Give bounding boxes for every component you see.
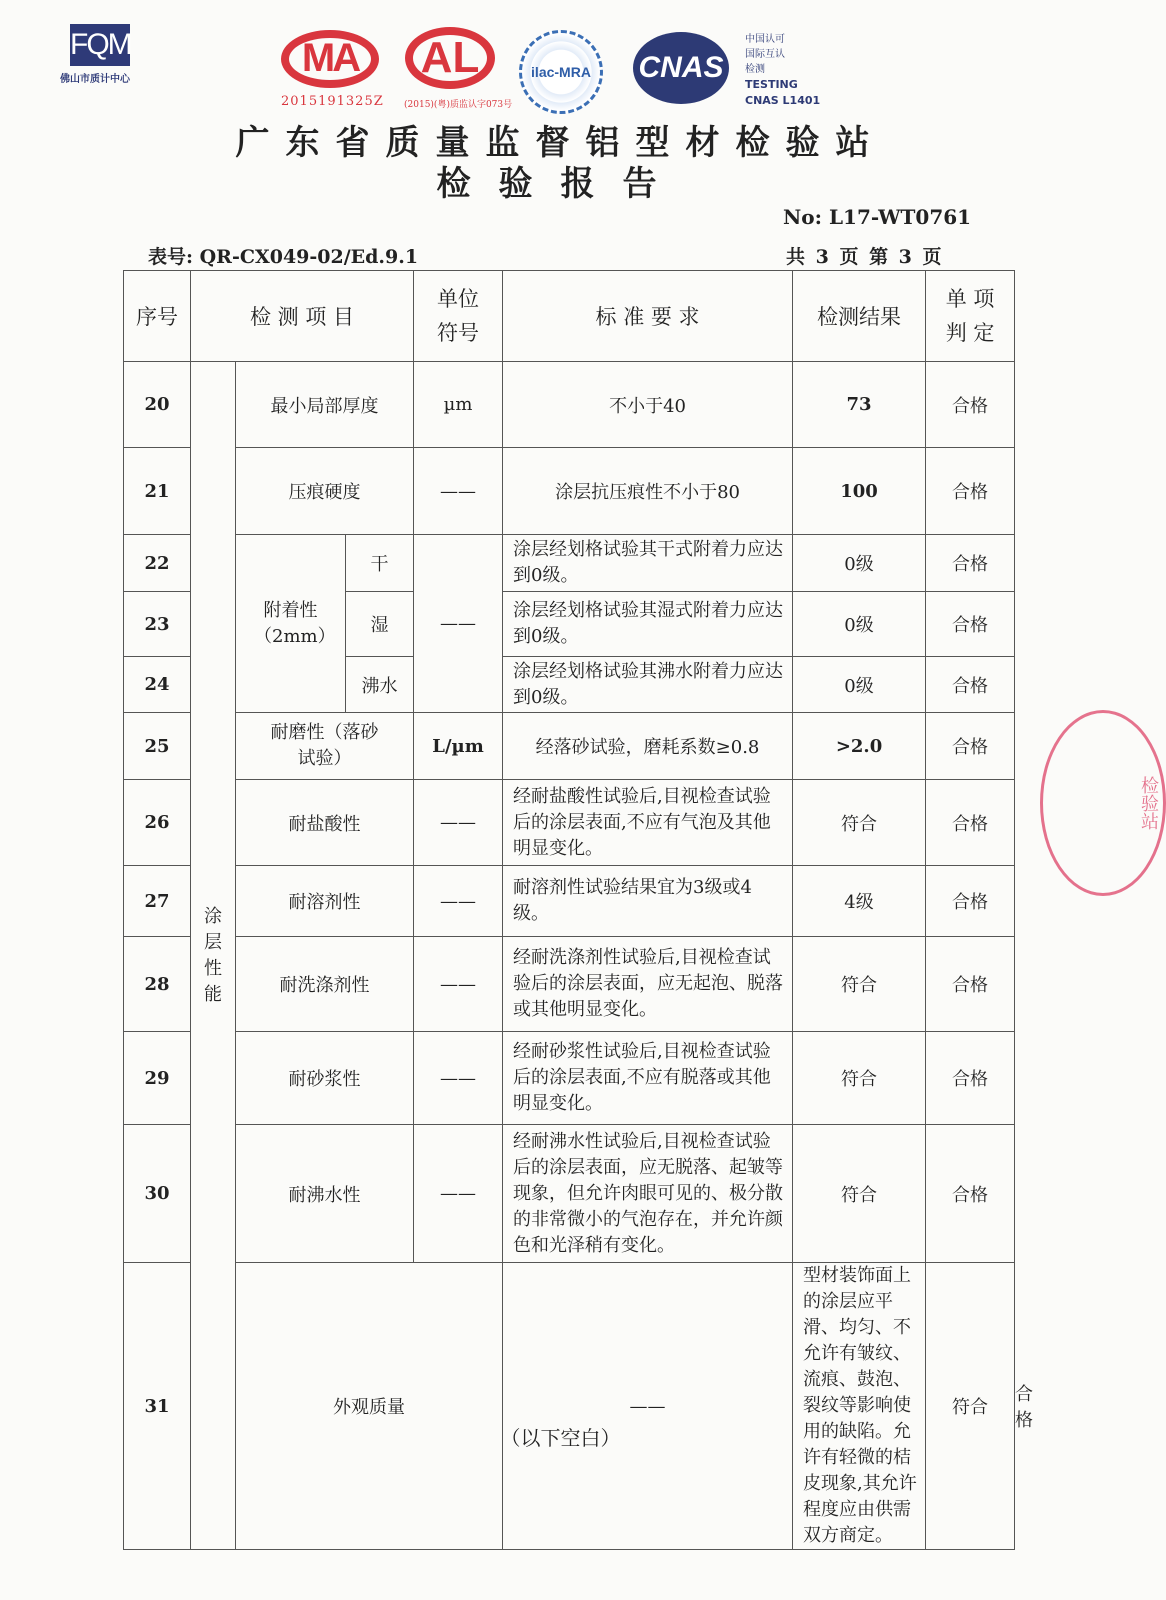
row-no: 24 xyxy=(124,657,191,713)
col-header-no: 序号 xyxy=(124,271,191,362)
row-result: 100 xyxy=(793,448,926,535)
col-header-item: 检 测 项 目 xyxy=(191,271,414,362)
row-verdict: 合格 xyxy=(926,1032,1015,1125)
row-unit: —— xyxy=(414,1032,503,1125)
group-label-text: 涂层性能 xyxy=(204,905,222,1005)
col-header-unit: 单位符号 xyxy=(414,271,503,362)
page-count: 共 3 页 第 3 页 xyxy=(786,246,944,268)
fqm-logo-subtitle: 佛山市质计中心 xyxy=(60,74,130,85)
cnas-line: 中国认可 xyxy=(745,34,785,45)
row-standard: 经耐洗涤剂性试验后,目视检查试验后的涂层表面，应无起泡、脱落或其他明显变化。 xyxy=(503,937,793,1032)
row-unit: —— xyxy=(414,937,503,1032)
row-result: 符合 xyxy=(793,780,926,866)
col-header-verdict: 单 项 判 定 xyxy=(926,271,1015,362)
row-item: 最小局部厚度 xyxy=(236,362,414,448)
row-result: 0级 xyxy=(793,592,926,657)
cnas-line: 国际互认 xyxy=(745,49,785,60)
row-verdict: 合格 xyxy=(926,448,1015,535)
row-no: 31 xyxy=(124,1263,191,1550)
col-header-result: 检测结果 xyxy=(793,271,926,362)
row-item: 外观质量 xyxy=(236,1263,503,1550)
row-result: >2.0 xyxy=(793,713,926,780)
blank-below-note: （以下空白） xyxy=(500,1426,621,1450)
table-header-row xyxy=(124,271,1015,362)
row-item: 耐砂浆性 xyxy=(236,1032,414,1125)
row-verdict: 合格 xyxy=(926,362,1015,448)
row-item: 压痕硬度 xyxy=(236,448,414,535)
row-no: 28 xyxy=(124,937,191,1032)
group-label xyxy=(191,362,236,1550)
row-standard: 涂层抗压痕性不小于80 xyxy=(503,448,793,535)
row-result: 4级 xyxy=(793,866,926,937)
row-unit: —— xyxy=(414,1125,503,1263)
cnas-line: 检测 xyxy=(745,64,765,75)
cal-code: (2015)(粤)质监认字073号 xyxy=(404,100,513,110)
table-row xyxy=(124,780,1015,866)
row-unit: —— xyxy=(414,535,503,713)
row-standard: 经耐砂浆性试验后,目视检查试验后的涂层表面,不应有脱落或其他明显变化。 xyxy=(503,1032,793,1125)
official-seal-stamp: 检验站 xyxy=(1040,710,1166,896)
row-standard: 涂层经划格试验其湿式附着力应达到0级。 xyxy=(503,592,793,657)
adhesion-label: 附着性（2mm） xyxy=(236,535,346,713)
cnas-logo-text xyxy=(745,32,820,109)
row-no: 20 xyxy=(124,362,191,448)
row-no: 27 xyxy=(124,866,191,937)
cnas-line: CNAS L1401 xyxy=(745,94,821,107)
row-standard: 耐溶剂性试验结果宜为3级或4级。 xyxy=(503,866,793,937)
row-item: 耐洗涤剂性 xyxy=(236,937,414,1032)
cma-code: 2015191325Z xyxy=(281,94,384,109)
row-no: 26 xyxy=(124,780,191,866)
form-number: 表号: QR-CX049-02/Ed.9.1 xyxy=(148,246,419,268)
cma-logo: MA xyxy=(281,30,379,88)
row-unit: —— xyxy=(414,780,503,866)
table-row xyxy=(124,937,1015,1032)
row-verdict: 合格 xyxy=(926,657,1015,713)
cal-logo: AL xyxy=(405,27,495,89)
row-subitem: 干 xyxy=(346,535,414,592)
row-verdict: 合格 xyxy=(926,535,1015,592)
table-row xyxy=(124,535,1015,592)
row-verdict: 合格 xyxy=(926,937,1015,1032)
row-standard: 经耐盐酸性试验后,目视检查试验后的涂层表面,不应有气泡及其他明显变化。 xyxy=(503,780,793,866)
table-row xyxy=(124,448,1015,535)
table-row xyxy=(124,713,1015,780)
row-result: 0级 xyxy=(793,657,926,713)
row-unit: —— xyxy=(414,448,503,535)
row-verdict: 合格 xyxy=(926,866,1015,937)
table-row xyxy=(124,362,1015,448)
page-subtitle: 检验报告 xyxy=(436,164,685,204)
table-row xyxy=(124,866,1015,937)
row-verdict: 合格 xyxy=(926,713,1015,780)
row-standard: 涂层经划格试验其干式附着力应达到0级。 xyxy=(503,535,793,592)
row-result: 73 xyxy=(793,362,926,448)
row-subitem: 湿 xyxy=(346,592,414,657)
fqm-logo: FQM xyxy=(70,24,130,66)
row-item: 耐溶剂性 xyxy=(236,866,414,937)
table-row xyxy=(124,1125,1015,1263)
row-no: 22 xyxy=(124,535,191,592)
row-verdict: 合格 xyxy=(926,780,1015,866)
row-standard: 经落砂试验，磨耗系数≥0.8 xyxy=(503,713,793,780)
page-title: 广东省质量监督铝型材检验站 xyxy=(235,123,886,163)
row-item: 耐沸水性 xyxy=(236,1125,414,1263)
row-verdict: 合格 xyxy=(926,592,1015,657)
row-result: 符合 xyxy=(793,937,926,1032)
row-standard: 不小于40 xyxy=(503,362,793,448)
ilac-mra-logo: ilac-MRA xyxy=(519,30,603,114)
row-result: 符合 xyxy=(793,1032,926,1125)
row-result: 0级 xyxy=(793,535,926,592)
cnas-logo: CNAS xyxy=(633,32,729,104)
col-header-standard: 标 准 要 求 xyxy=(503,271,793,362)
row-no: 21 xyxy=(124,448,191,535)
row-verdict: 合格 xyxy=(926,1125,1015,1263)
cnas-line: TESTING xyxy=(745,78,798,91)
table-row: 31 外观质量 —— 型材装饰面上的涂层应平滑、均匀、不允许有皱纹、流痕、鼓泡、裂纹等影响使用的缺陷。允许有轻微的桔皮现象,其允许程度应由供需双方商定。 符合 合格 xyxy=(124,1263,1015,1550)
row-no: 23 xyxy=(124,592,191,657)
row-standard: 经耐沸水性试验后,目视检查试验后的涂层表面，应无脱落、起皱等现象，但允许肉眼可见的、极分散的非常微小的气泡存在，并允许颜色和光泽稍有变化。 xyxy=(503,1125,793,1263)
row-result: 符合 xyxy=(926,1263,1015,1550)
table-row xyxy=(124,1032,1015,1125)
inspection-table xyxy=(123,270,1034,1550)
row-no: 30 xyxy=(124,1125,191,1263)
row-unit: —— xyxy=(503,1263,793,1550)
row-unit: —— xyxy=(414,866,503,937)
row-no: 29 xyxy=(124,1032,191,1125)
row-unit: µm xyxy=(414,362,503,448)
row-no: 25 xyxy=(124,713,191,780)
row-unit: L/µm xyxy=(414,713,503,780)
row-item: 耐磨性（落砂试验） xyxy=(236,713,414,780)
row-standard: 涂层经划格试验其沸水附着力应达到0级。 xyxy=(503,657,793,713)
row-subitem: 沸水 xyxy=(346,657,414,713)
row-standard: 型材装饰面上的涂层应平滑、均匀、不允许有皱纹、流痕、鼓泡、裂纹等影响使用的缺陷。允许有轻微的桔皮现象,其允许程度应由供需双方商定。 xyxy=(793,1263,926,1550)
row-item: 耐盐酸性 xyxy=(236,780,414,866)
report-number: No: L17-WT0761 xyxy=(783,205,972,229)
row-result: 符合 xyxy=(793,1125,926,1263)
